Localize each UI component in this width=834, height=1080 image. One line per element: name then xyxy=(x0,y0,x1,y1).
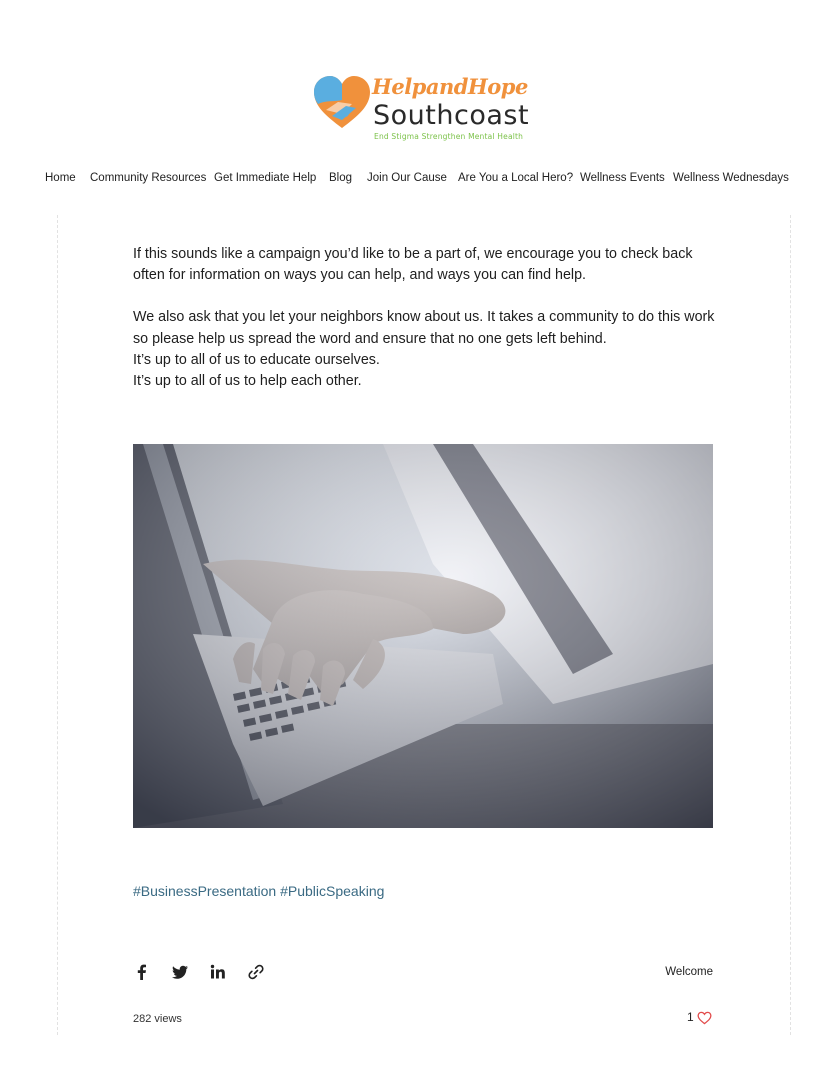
post-content xyxy=(133,244,723,392)
nav-item-wellness-wednesdays[interactable]: Wellness Wednesdays xyxy=(673,172,789,184)
post-paragraph xyxy=(133,244,723,286)
view-count: 282 views xyxy=(133,1013,182,1025)
nav-item-community-resources[interactable]: Community Resources xyxy=(90,172,207,184)
post-line: If this sounds like a campaign you’d like to be a part of, we encourage you to check back xyxy=(133,246,693,262)
post-line: It’s up to all of us to educate ourselves. xyxy=(133,351,380,368)
twitter-icon[interactable] xyxy=(171,963,189,981)
post-image[interactable] xyxy=(133,444,713,828)
post-hashtags xyxy=(133,883,384,899)
linkedin-icon[interactable] xyxy=(209,963,227,981)
laptop-typing-photo xyxy=(133,444,713,828)
heart-icon xyxy=(697,1011,712,1025)
hashtag-link[interactable]: #PublicSpeaking xyxy=(280,883,385,899)
heart-hands-icon xyxy=(312,74,372,134)
post-line: often for information on ways you can help, and ways you can find help. xyxy=(133,267,587,284)
post-line: It’s up to all of us to help each other. xyxy=(133,373,362,390)
hashtag-link[interactable]: #BusinessPresentation xyxy=(133,883,277,899)
nav-item-local-hero[interactable]: Are You a Local Hero? xyxy=(458,172,574,184)
logo-name-southcoast: Southcoast xyxy=(373,100,530,131)
post-paragraph xyxy=(133,307,723,392)
like-count: 1 xyxy=(687,1010,694,1024)
nav-item-wellness-events[interactable]: Wellness Events xyxy=(580,172,665,184)
site-logo[interactable] xyxy=(312,74,536,144)
content-border-left xyxy=(57,215,58,1035)
logo-tagline: End Stigma Strengthen Mental Health xyxy=(374,132,524,141)
main-nav xyxy=(45,172,805,190)
logo-name-helpandhope: HelpandHope xyxy=(372,74,528,99)
nav-item-get-immediate-help[interactable]: Get Immediate Help xyxy=(214,172,317,184)
nav-item-blog[interactable]: Blog xyxy=(329,172,353,184)
post-category-link[interactable]: Welcome xyxy=(665,966,713,978)
facebook-icon[interactable] xyxy=(133,963,151,981)
nav-item-home[interactable]: Home xyxy=(45,172,76,184)
post-line: so please help us spread the word and ensure that no one gets left behind. xyxy=(133,330,607,347)
content-border-right xyxy=(790,215,791,1035)
like-button[interactable] xyxy=(687,1010,694,1028)
nav-item-join-our-cause[interactable]: Join Our Cause xyxy=(367,172,447,184)
link-icon[interactable] xyxy=(247,963,265,981)
post-line: We also ask that you let your neighbors know about us. It takes a community to do this work xyxy=(133,309,715,326)
